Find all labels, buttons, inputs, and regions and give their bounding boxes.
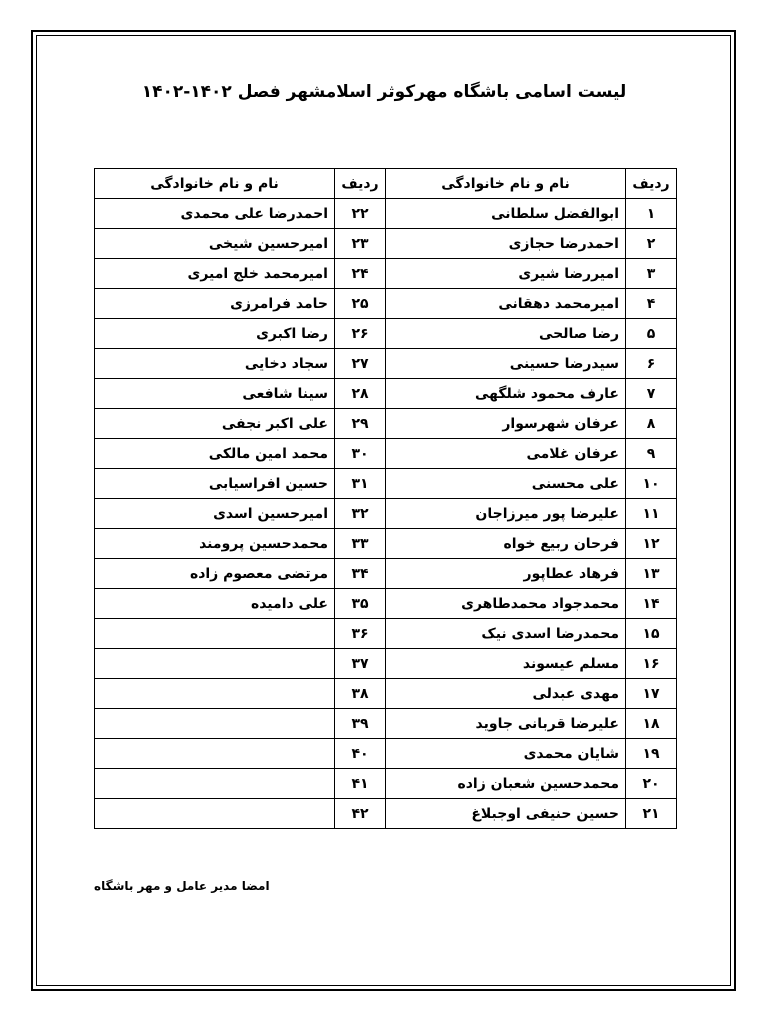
name-cell-2: سجاد دخایی	[95, 349, 335, 379]
table-row	[95, 469, 677, 499]
row-number-cell-2: ۳۷	[335, 649, 386, 679]
row-number-cell: ۱۵	[626, 619, 677, 649]
name-cell-2: علی اکبر نجفی	[95, 409, 335, 439]
signature-caption: امضا مدیر عامل و مهر باشگاه	[94, 879, 270, 893]
name-cell: رضا صالحی	[386, 319, 626, 349]
row-number-cell: ۱۸	[626, 709, 677, 739]
name-cell-2: سینا شافعی	[95, 379, 335, 409]
name-cell: ابوالفضل سلطانی	[386, 199, 626, 229]
row-number-cell: ۶	[626, 349, 677, 379]
roster-body	[95, 199, 677, 829]
name-cell-2: امیرمحمد خلج امیری	[95, 259, 335, 289]
name-cell-2: حسین افراسیابی	[95, 469, 335, 499]
table-row	[95, 409, 677, 439]
row-number-cell-2: ۲۹	[335, 409, 386, 439]
row-number-cell: ۳	[626, 259, 677, 289]
row-number-cell: ۱۳	[626, 559, 677, 589]
row-number-cell: ۵	[626, 319, 677, 349]
name-cell-2	[95, 709, 335, 739]
name-cell-2: احمدرضا علی محمدی	[95, 199, 335, 229]
name-cell: مسلم عیسوند	[386, 649, 626, 679]
row-number-cell-2: ۳۲	[335, 499, 386, 529]
table-row	[95, 319, 677, 349]
row-number-cell: ۱	[626, 199, 677, 229]
document-title: لیست اسامی باشگاه مهرکوثر اسلامشهر فصل ۱۴۰۲-۱۴۰۲	[141, 82, 627, 102]
row-number-cell-2: ۴۲	[335, 799, 386, 829]
name-cell-2	[95, 649, 335, 679]
row-number-cell-2: ۲۳	[335, 229, 386, 259]
row-number-cell-2: ۲۲	[335, 199, 386, 229]
name-cell: مهدی عبدلی	[386, 679, 626, 709]
name-cell: علیرضا پور میرزاجان	[386, 499, 626, 529]
row-number-cell-2: ۳۸	[335, 679, 386, 709]
row-number-cell-2: ۳۱	[335, 469, 386, 499]
row-number-cell-2: ۳۵	[335, 589, 386, 619]
row-number-cell-2: ۲۴	[335, 259, 386, 289]
table-row	[95, 379, 677, 409]
table-row	[95, 289, 677, 319]
name-cell: امیرمحمد دهقانی	[386, 289, 626, 319]
table-row	[95, 589, 677, 619]
name-cell: محمدحسین شعبان زاده	[386, 769, 626, 799]
name-cell-2: حامد فرامرزی	[95, 289, 335, 319]
row-number-cell: ۲	[626, 229, 677, 259]
table-row	[95, 499, 677, 529]
table-row	[95, 799, 677, 829]
table-row	[95, 559, 677, 589]
name-cell-2: امیرحسین شیخی	[95, 229, 335, 259]
row-number-cell: ۱۲	[626, 529, 677, 559]
table-row	[95, 739, 677, 769]
table-row	[95, 649, 677, 679]
table-row	[95, 229, 677, 259]
name-cell: محمدجواد محمدطاهری	[386, 589, 626, 619]
row-number-cell-2: ۳۶	[335, 619, 386, 649]
name-cell-2	[95, 679, 335, 709]
row-number-cell-2: ۲۶	[335, 319, 386, 349]
row-number-cell-2: ۳۰	[335, 439, 386, 469]
row-number-cell: ۱۴	[626, 589, 677, 619]
table-row	[95, 529, 677, 559]
table-header-row	[95, 169, 677, 199]
row-number-cell: ۴	[626, 289, 677, 319]
row-number-cell-2: ۳۹	[335, 709, 386, 739]
name-cell-2: محمدحسین پرومند	[95, 529, 335, 559]
row-number-cell: ۱۱	[626, 499, 677, 529]
name-cell-2	[95, 739, 335, 769]
row-number-cell-2: ۴۱	[335, 769, 386, 799]
table-row	[95, 199, 677, 229]
row-number-cell: ۲۰	[626, 769, 677, 799]
row-number-cell: ۱۶	[626, 649, 677, 679]
name-cell: عارف محمود شلگهی	[386, 379, 626, 409]
row-number-cell: ۲۱	[626, 799, 677, 829]
table-row	[95, 709, 677, 739]
name-cell: شایان محمدی	[386, 739, 626, 769]
name-cell: علی محسنی	[386, 469, 626, 499]
name-cell: عرفان غلامی	[386, 439, 626, 469]
row-number-cell-2: ۲۷	[335, 349, 386, 379]
name-cell: عرفان شهرسوار	[386, 409, 626, 439]
header-full-name-2: نام و نام خانوادگی	[95, 169, 335, 199]
name-cell: فرهاد عطاپور	[386, 559, 626, 589]
row-number-cell-2: ۳۳	[335, 529, 386, 559]
roster-table	[94, 168, 677, 829]
table-row	[95, 439, 677, 469]
row-number-cell-2: ۴۰	[335, 739, 386, 769]
name-cell: امیررضا شیری	[386, 259, 626, 289]
row-number-cell: ۱۰	[626, 469, 677, 499]
header-row-number-2: ردیف	[335, 169, 386, 199]
name-cell-2: علی دامیده	[95, 589, 335, 619]
table-row	[95, 349, 677, 379]
name-cell: سیدرضا حسینی	[386, 349, 626, 379]
table-row	[95, 259, 677, 289]
table-row	[95, 769, 677, 799]
header-row-number: ردیف	[626, 169, 677, 199]
name-cell-2	[95, 799, 335, 829]
name-cell: احمدرضا حجازی	[386, 229, 626, 259]
row-number-cell-2: ۲۵	[335, 289, 386, 319]
name-cell-2	[95, 769, 335, 799]
table-row	[95, 679, 677, 709]
name-cell: محمدرضا اسدی نیک	[386, 619, 626, 649]
name-cell: حسین حنیفی اوجبلاغ	[386, 799, 626, 829]
name-cell-2: امیرحسین اسدی	[95, 499, 335, 529]
row-number-cell: ۱۹	[626, 739, 677, 769]
table-row	[95, 619, 677, 649]
header-full-name: نام و نام خانوادگی	[386, 169, 626, 199]
name-cell-2	[95, 619, 335, 649]
row-number-cell: ۱۷	[626, 679, 677, 709]
row-number-cell: ۹	[626, 439, 677, 469]
name-cell: فرحان ربیع خواه	[386, 529, 626, 559]
row-number-cell-2: ۳۴	[335, 559, 386, 589]
row-number-cell: ۷	[626, 379, 677, 409]
row-number-cell: ۸	[626, 409, 677, 439]
name-cell-2: محمد امین مالکی	[95, 439, 335, 469]
name-cell-2: مرتضی معصوم زاده	[95, 559, 335, 589]
name-cell-2: رضا اکبری	[95, 319, 335, 349]
row-number-cell-2: ۲۸	[335, 379, 386, 409]
name-cell: علیرضا قربانی جاوید	[386, 709, 626, 739]
